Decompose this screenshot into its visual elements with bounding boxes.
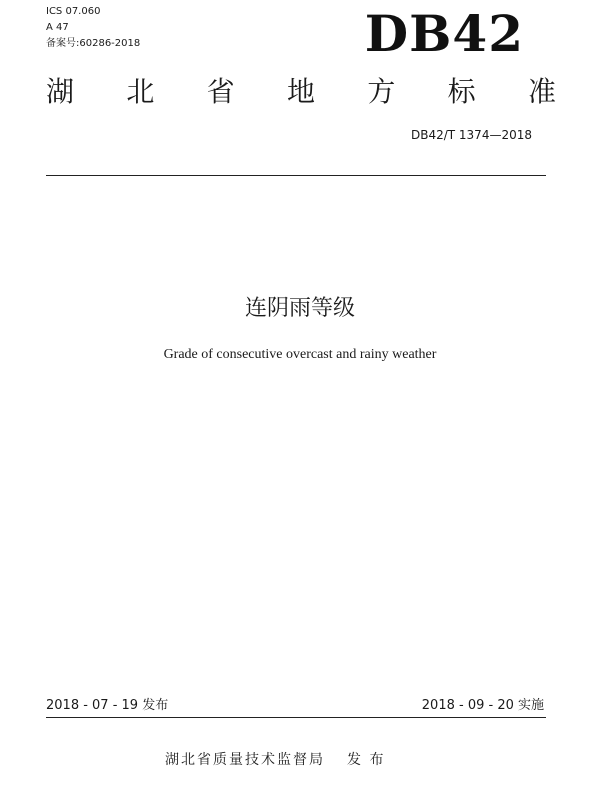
standard-type-char: 省 <box>206 75 235 108</box>
standard-type-char: 准 <box>527 75 556 108</box>
ics-code: ICS 07.060 <box>46 6 101 17</box>
title-english: Grade of consecutive overcast and rainy weather <box>163 347 437 362</box>
standard-type-char: 地 <box>286 75 315 108</box>
issue-date: 2018 - 07 - 19 发布 <box>46 698 169 713</box>
title-chinese: 连阴雨等级 <box>244 296 355 321</box>
standard-type-char: 北 <box>126 75 155 108</box>
standard-type-char: 方 <box>367 75 396 108</box>
publisher-action: 发 布 <box>347 752 386 768</box>
implementation-date: 2018 - 09 - 20 实施 <box>421 698 544 713</box>
publisher-org: 湖北省质量技术监督局 <box>165 752 325 768</box>
record-number: 备案号:60286-2018 <box>46 38 141 49</box>
classification-code: A 47 <box>46 22 69 33</box>
publisher-line <box>165 750 385 770</box>
bottom-divider <box>46 717 546 718</box>
db-logo: DB42 <box>364 4 524 63</box>
standard-type-char: 湖 <box>46 75 75 108</box>
standard-type-heading <box>46 74 556 110</box>
top-divider <box>46 175 546 176</box>
standard-number: DB42/T 1374—2018 <box>410 128 532 142</box>
standard-type-char: 标 <box>447 75 476 108</box>
